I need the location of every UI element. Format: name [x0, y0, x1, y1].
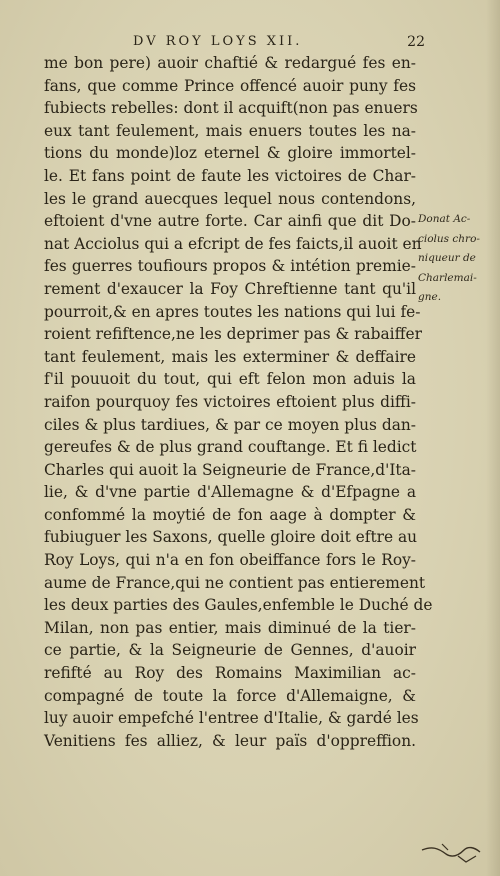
text-line: fubiuguer les Saxons, quelle gloire doit eftre au	[44, 528, 418, 547]
text-line: Venitiens fes alliez, & leur païs d'oppreffion.	[44, 731, 416, 750]
margin-note-line: ciolus chro-	[418, 232, 480, 245]
text-line: fes guerres toufiours propos & intétion premie-	[44, 257, 416, 276]
text-line: ciles & plus tardiues, & par ce moyen plus dan-	[44, 415, 416, 434]
text-line: tions du monde)loz eternel & gloire immortel-	[44, 144, 416, 163]
text-line: le. Et fans point de faute les victoires de Char-	[44, 166, 416, 185]
text-line: rement d'exaucer la Foy Chreftienne tant qu'il	[44, 279, 416, 298]
text-line: nat Acciolus qui a efcript de fes faicts,il auoit en	[44, 234, 422, 253]
text-line: les le grand auecques lequel nous contendons,	[44, 189, 416, 208]
page-fold-shadow	[486, 0, 500, 876]
text-line: me bon pere) auoir chaftié & redargué fes en-	[44, 54, 416, 72]
text-line: confommé la moytié de fon aage à dompter &	[44, 505, 416, 524]
text-line: raifon pourquoy fes victoires eftoient plus diffi-	[44, 392, 416, 411]
text-line: les deux parties des Gaules,enfemble le Duché de	[44, 596, 433, 615]
text-line: eftoient d'vne autre forte. Car ainfi que dit Do-	[44, 212, 416, 231]
text-line: Roy Loys, qui n'a en fon obeiffance fors le Roy-	[44, 551, 416, 570]
margin-note-line: gne.	[418, 291, 442, 303]
text-line: fubiects rebelles: dont il acquift(non pas enuers	[44, 99, 418, 118]
text-line: tant feulement, mais les exterminer & deffaire	[44, 347, 416, 366]
text-line: fans, que comme Prince offencé auoir puny fes	[44, 76, 416, 95]
page-number: 22	[407, 34, 425, 50]
margin-note-line: niqueur de	[418, 252, 476, 264]
text-line: compagné de toute la force d'Allemaigne, &	[44, 686, 416, 705]
text-line: ce partie, & la Seigneurie de Gennes, d'auoir	[44, 641, 416, 660]
text-line: Milan, non pas entier, mais diminué de la tier-	[44, 618, 416, 637]
body-text	[44, 52, 433, 752]
text-line: refifté au Roy des Romains Maximilian ac-	[44, 664, 416, 683]
margin-note-line: Donat Ac-	[418, 213, 471, 225]
text-line: gereufes & de plus grand couftange. Et fi ledict	[44, 438, 417, 457]
page-header	[0, 34, 500, 54]
text-line: aume de France,qui ne contient pas entierement	[44, 573, 426, 592]
text-line: roient refiftence,ne les deprimer pas & rabaiffer	[44, 325, 422, 344]
text-line: Charles qui auoit la Seigneurie de France,d'Ita-	[44, 460, 416, 479]
text-line: luy auoir empefché l'entree d'Italie, & gardé les	[44, 709, 419, 728]
margin-note-line: Charlemai-	[418, 271, 477, 284]
text-line: f'il pouuoit du tout, qui eft felon mon aduis la	[44, 370, 416, 389]
text-line: lie, & d'vne partie d'Allemagne & d'Efpagne a	[44, 483, 416, 502]
text-line: pourroit,& en apres toutes les nations qui lui fe-	[44, 302, 421, 321]
running-title: DV ROY LOYS XII.	[133, 34, 303, 49]
text-line: eux tant feulement, mais enuers toutes les na-	[44, 121, 416, 140]
decorative-flourish-icon	[418, 836, 490, 866]
